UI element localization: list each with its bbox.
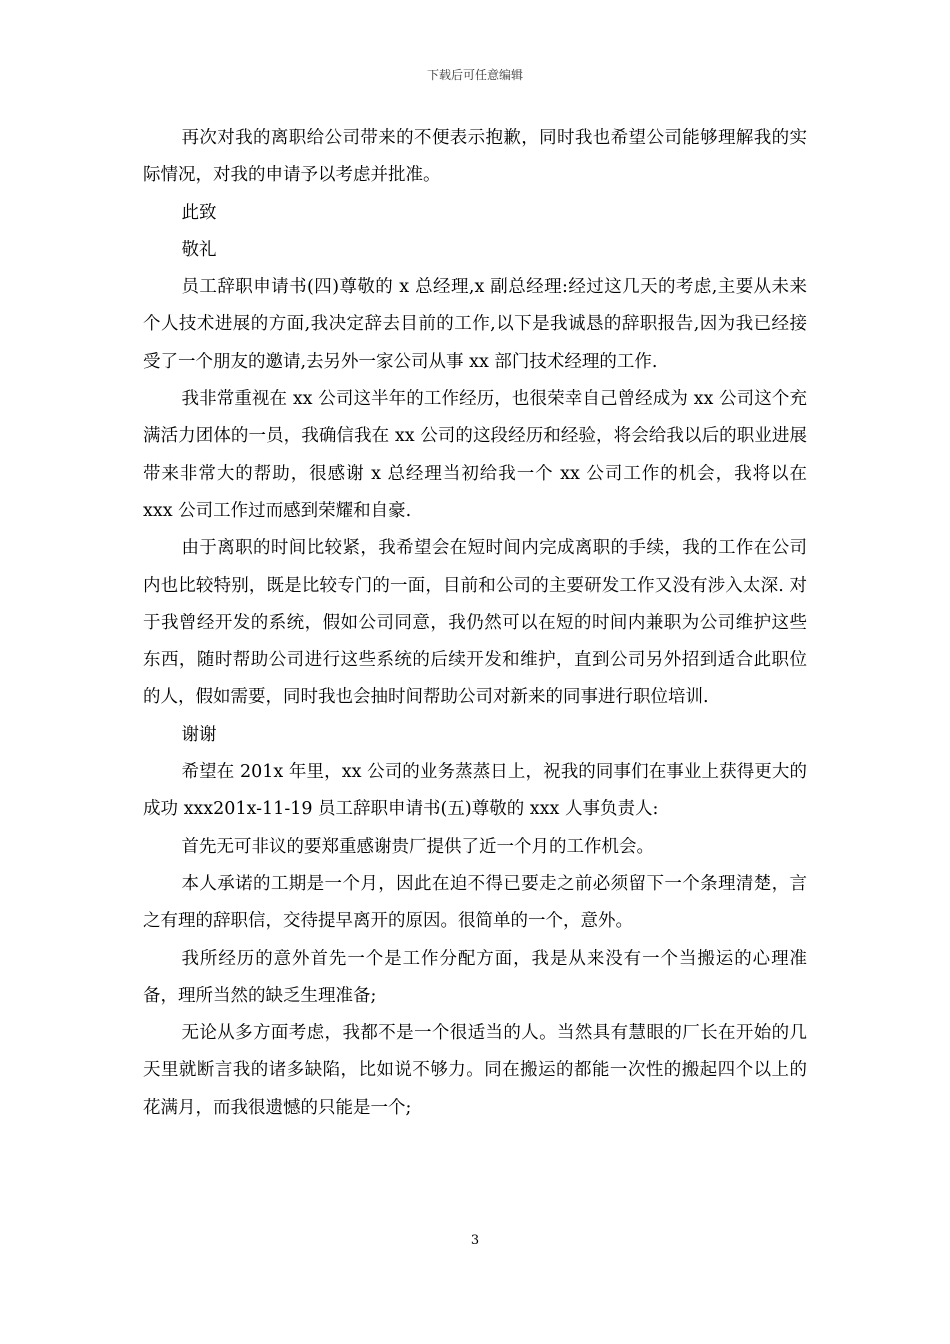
page-header: 下载后可任意编辑 xyxy=(426,68,523,82)
paragraph-experience: 我非常重视在 xx 公司这半年的工作经历，也很荣幸自己曾经成为 xx 公司这个充满活力团体的一员，我确信我在 xx 公司的这段经历和经验，将会给我以后的职业进展带来非常大的帮助，很感谢 x 总经理当初给我一个 xx 公司工作的机会，我将以在 xxx 公司工作过而感到荣耀和自豪. xyxy=(143,389,807,521)
document-body xyxy=(143,120,807,1127)
page-number: 3 xyxy=(470,1233,480,1248)
paragraph-closing-cizhi: 此致 xyxy=(181,202,217,223)
paragraph-letter-four-intro: 员工辞职申请书(四)尊敬的 x 总经理,x 副总经理:经过这几天的考虑,主要从未来个人技术进展的方面,我决定辞去目前的工作,以下是我诚恳的辞职报告,因为我已经接受了一个朋友的邀请,去另外一家公司从事 xx 部门技术经理的工作. xyxy=(143,277,807,372)
paragraph-thanks: 谢谢 xyxy=(181,724,217,745)
paragraph-accident: 我所经历的意外首先一个是工作分配方面，我是从来没有一个当搬运的心理准备，理所当然的缺乏生理准备; xyxy=(143,948,807,1006)
paragraph-commitment: 本人承诺的工期是一个月，因此在迫不得已要走之前必须留下一个条理清楚，言之有理的辞职信，交待提早离开的原因。很简单的一个，意外。 xyxy=(143,873,807,932)
paragraph-closing-jingli: 敬礼 xyxy=(181,239,217,260)
paragraph-suitability: 无论从多方面考虑，我都不是一个很适当的人。当然具有慧眼的厂长在开始的几天里就断言我的诸多缺陷，比如说不够力。同在搬运的都能一次性的搬起四个以上的花满月，而我很遗憾的只能是一个; xyxy=(143,1023,807,1118)
paragraph-gratitude: 首先无可非议的要郑重感谢贵厂提供了近一个月的工作机会。 xyxy=(181,836,654,857)
paragraph-apology: 再次对我的离职给公司带来的不便表示抱歉，同时我也希望公司能够理解我的实际情况，对我的申请予以考虑并批准。 xyxy=(143,128,807,186)
paragraph-wishes: 希望在 201x 年里，xx 公司的业务蒸蒸日上，祝我的同事们在事业上获得更大的成功 xxx201x-11-19 员工辞职申请书(五)尊敬的 xxx 人事负责人: xyxy=(143,762,807,820)
paragraph-handover: 由于离职的时间比较紧，我希望会在短时间内完成离职的手续，我的工作在公司内也比较特别，既是比较专门的一面，目前和公司的主要研发工作又没有涉入太深. 对于我曾经开发的系统，假如公司同意，我仍然可以在短的时间内兼职为公司维护这些东西，随时帮助公司进行这些系统的后续开发和维护，直到公司另外招到适合此职位的人，假如需要，同时我也会抽时间帮助公司对新来的同事进行职位培训. xyxy=(143,538,807,708)
